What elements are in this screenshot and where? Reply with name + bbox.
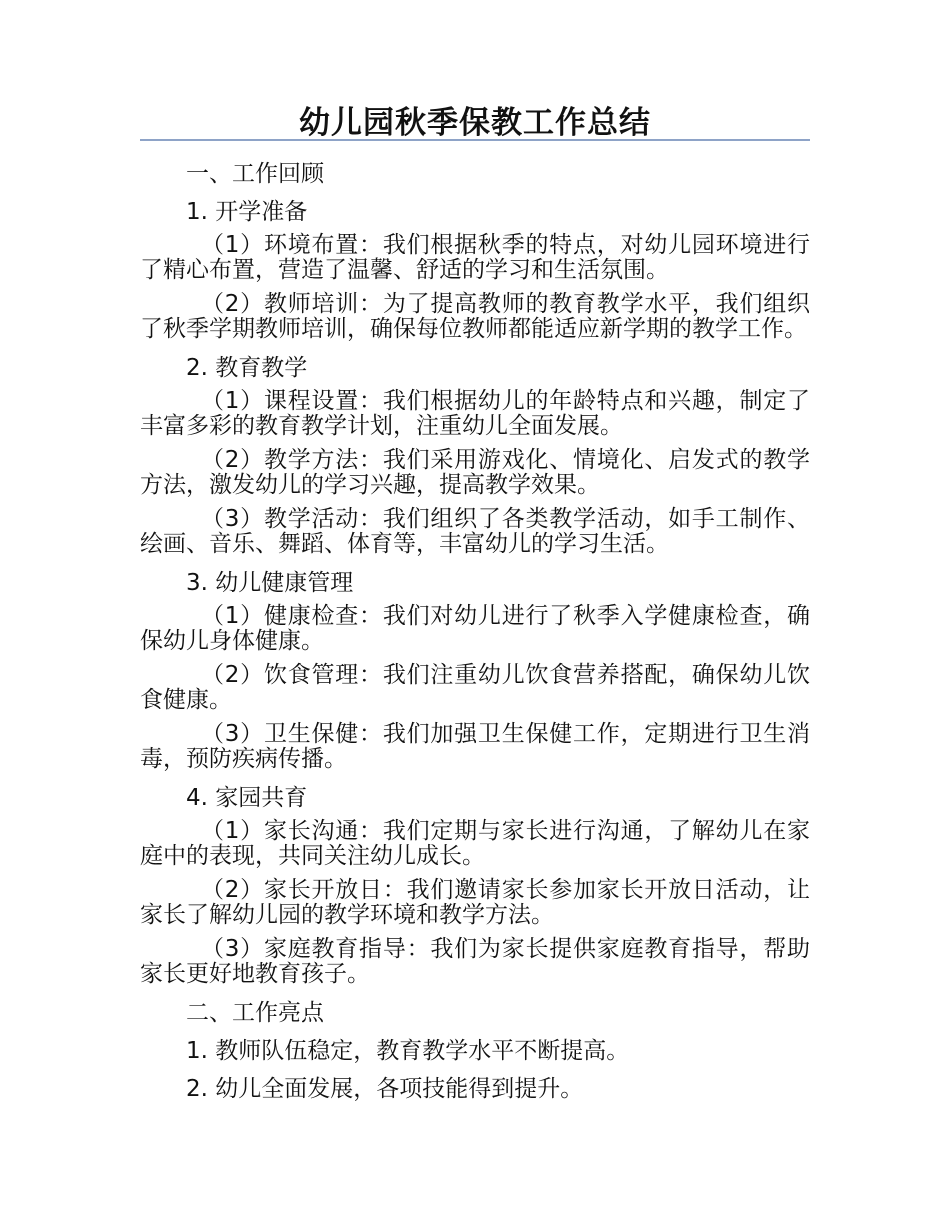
list-item: 1. 教师队伍稳定，教育教学水平不断提高。 — [186, 1038, 630, 1064]
title-underline — [140, 139, 810, 141]
body-paragraph: （2）教师培训：为了提高教师的教育教学水平，我们组织了秋季学期教师培训，确保每位教师都能适应新学期的教学工作。 — [140, 291, 810, 342]
body-paragraph: （2）饮食管理：我们注重幼儿饮食营养搭配，确保幼儿饮食健康。 — [140, 662, 810, 713]
body-paragraph: （3）家庭教育指导：我们为家长提供家庭教育指导，帮助家长更好地教育孩子。 — [140, 936, 810, 987]
body-paragraph: （3）教学活动：我们组织了各类教学活动，如手工制作、绘画、音乐、舞蹈、体育等，丰富幼儿的学习生活。 — [140, 506, 810, 557]
subsection-heading: 2. 教育教学 — [186, 355, 308, 381]
body-paragraph: （1）健康检查：我们对幼儿进行了秋季入学健康检查，确保幼儿身体健康。 — [140, 603, 810, 654]
section-heading: 二、工作亮点 — [186, 1000, 324, 1026]
section-heading: 一、工作回顾 — [186, 161, 324, 187]
body-paragraph: （3）卫生保健：我们加强卫生保健工作，定期进行卫生消毒，预防疾病传播。 — [140, 721, 810, 772]
body-paragraph: （2）家长开放日：我们邀请家长参加家长开放日活动，让家长了解幼儿园的教学环境和教学方法。 — [140, 877, 810, 928]
body-paragraph: （1）课程设置：我们根据幼儿的年龄特点和兴趣，制定了丰富多彩的教育教学计划，注重幼儿全面发展。 — [140, 388, 810, 439]
subsection-heading: 4. 家园共育 — [186, 785, 308, 811]
subsection-heading: 3. 幼儿健康管理 — [186, 570, 354, 596]
body-paragraph: （1）环境布置：我们根据秋季的特点，对幼儿园环境进行了精心布置，营造了温馨、舒适的学习和生活氛围。 — [140, 232, 810, 283]
subsection-heading: 1. 开学准备 — [186, 199, 308, 225]
document-title: 幼儿园秋季保教工作总结 — [299, 105, 651, 141]
body-paragraph: （1）家长沟通：我们定期与家长进行沟通，了解幼儿在家庭中的表现，共同关注幼儿成长。 — [140, 818, 810, 869]
list-item: 2. 幼儿全面发展，各项技能得到提升。 — [186, 1076, 584, 1102]
document-body — [140, 157, 810, 1110]
body-paragraph: （2）教学方法：我们采用游戏化、情境化、启发式的教学方法，激发幼儿的学习兴趣，提高教学效果。 — [140, 447, 810, 498]
